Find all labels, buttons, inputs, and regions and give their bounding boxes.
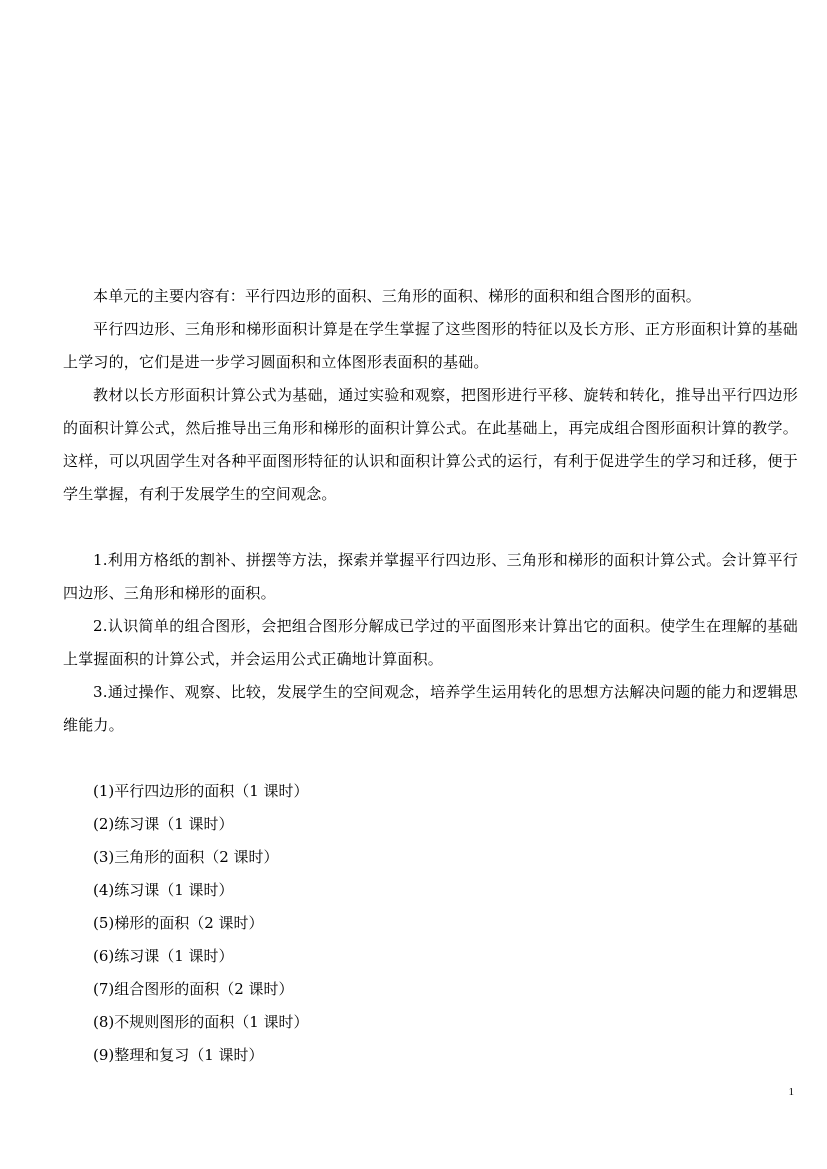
schedule-item: (1)平行四边形的面积（1 课时） [93,782,309,800]
section-spacer [63,511,798,544]
schedule-item: (3)三角形的面积（2 课时） [93,848,279,866]
goal-paragraph: 2.认识简单的组合图形，会把组合图形分解成已学过的平面图形来计算出它的面积。使学生在理解的基础上掌握面积的计算公式，并会运用公式正确地计算面积。 [63,617,798,668]
goal-paragraph: 1.利用方格纸的割补、拼摆等方法，探索并掌握平行四边形、三角形和梯形的面积计算公式。会计算平行四边形、三角形和梯形的面积。 [63,551,798,602]
page-number: 1 [788,1086,794,1098]
schedule-item: (7)组合图形的面积（2 课时） [93,980,294,998]
unit-content-section [63,280,798,511]
section-spacer [63,742,798,775]
schedule-item: (2)练习课（1 课时） [93,815,234,833]
intro-paragraph: 教材以长方形面积计算公式为基础，通过实验和观察，把图形进行平移、旋转和转化，推导出平行四边形的面积计算公式，然后推导出三角形和梯形的面积计算公式。在此基础上，再完成组合图形面积计算的教学。这样，可以巩固学生对各种平面图形特征的认识和面积计算公式的运行，有利于促进学生的学习和迁移，便于学生掌握，有利于发展学生的空间观念。 [63,386,798,503]
teaching-goals-section [63,544,798,742]
schedule-item: (4)练习课（1 课时） [93,881,234,899]
schedule-item: (9)整理和复习（1 课时） [93,1046,264,1064]
document-body [63,280,798,1072]
intro-paragraph: 本单元的主要内容有：平行四边形的面积、三角形的面积、梯形的面积和组合图形的面积。 [93,287,702,305]
lesson-schedule-list [63,775,798,1072]
intro-paragraph: 平行四边形、三角形和梯形面积计算是在学生掌握了这些图形的特征以及长方形、正方形面积计算的基础上学习的，它们是进一步学习圆面积和立体图形表面积的基础。 [63,320,798,371]
goal-paragraph: 3.通过操作、观察、比较，发展学生的空间观念，培养学生运用转化的思想方法解决问题的能力和逻辑思维能力。 [63,683,798,734]
schedule-item: (5)梯形的面积（2 课时） [93,914,264,932]
schedule-item: (8)不规则图形的面积（1 课时） [93,1013,309,1031]
schedule-item: (6)练习课（1 课时） [93,947,234,965]
